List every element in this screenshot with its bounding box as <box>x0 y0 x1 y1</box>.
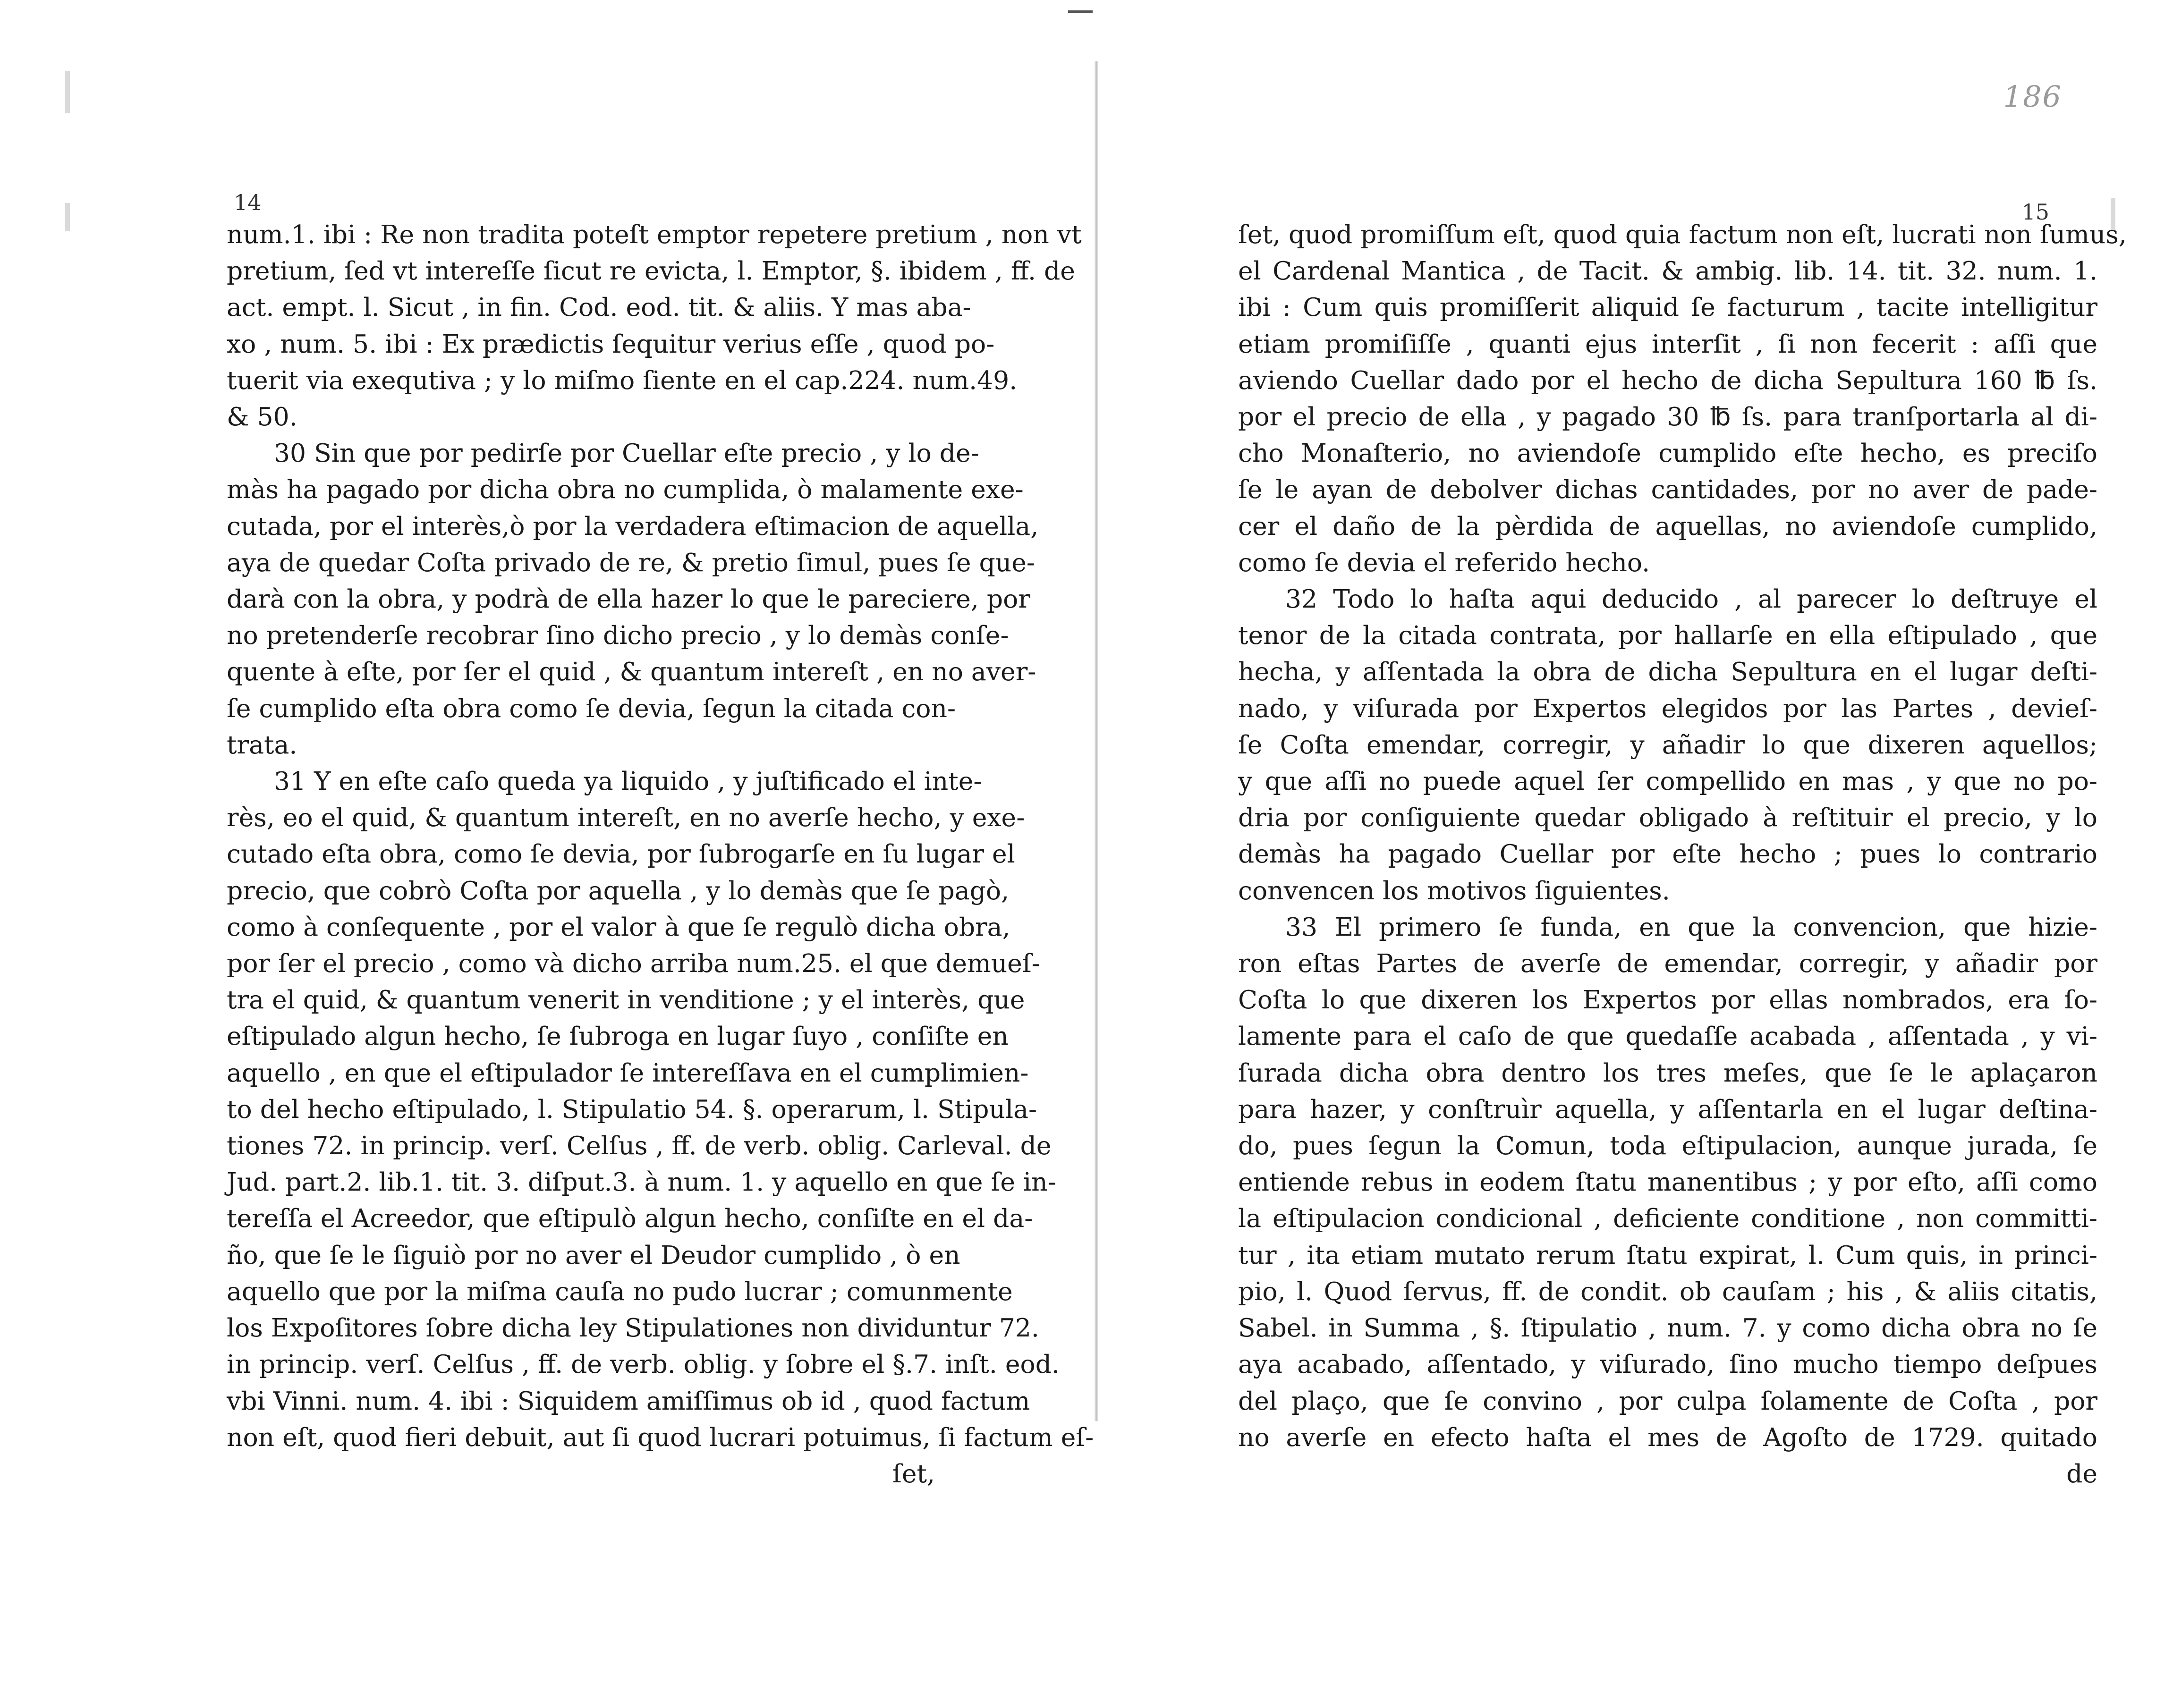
text-line: de <box>2066 1458 2097 1488</box>
text-line: to del hecho eſtipulado, l. Stipulatio 54. §. operarum, l. Stipula- <box>227 1094 1037 1124</box>
text-line: ſe Coſta emendar, corregir, y añadir lo que dixeren aquellos; <box>1238 729 2097 760</box>
text-line: num.1. ibi : Re non tradita poteſt emptor repetere pretium , non vt <box>227 220 1082 249</box>
text-line: rès, eo el quid, & quantum intereſt, en no averſe hecho, y exe- <box>227 803 1025 833</box>
text-line: ron eſtas Partes de averſe de emendar, corregir, y añadir por <box>1238 948 2097 979</box>
text-line: del plaço, que ſe convino , por culpa ſolamente de Coſta , por <box>1238 1386 2097 1416</box>
text-line: tereſſa el Acreedor, que eſtipulò algun hecho, conſiſte en el da- <box>227 1203 1033 1234</box>
text-line: cutada, por el interès,ò por la verdadera eſtimacion de aquella, <box>227 511 1039 541</box>
text-line: lamente para el caſo de que quedaſſe acabada , aſſentada , y vi- <box>1238 1021 2097 1051</box>
text-line: etiam promiſiſſe , quanti ejus interſit , ſi non fecerit : aſſi que <box>1238 329 2097 359</box>
text-line: in princip. verſ. Celſus , ff. de verb. oblig. y ſobre el §.7. inſt. eod. <box>227 1349 1060 1379</box>
text-line: tenor de la citada contrata, por hallarſe en ella eſtipulado , que <box>1238 620 2097 651</box>
text-line: aya acabado, aſſentado, y viſurado, ſino mucho tiempo deſpues <box>1238 1349 2097 1379</box>
text-line: por el precio de ella , y pagado 30 ℔ ſs. para tranſportarla al di- <box>1238 402 2097 432</box>
text-line: aquello que por la miſma cauſa no pudo lucrar ; comunmente <box>227 1276 1013 1306</box>
text-line: como à conſequente , por el valor à que ſe regulò dicha obra, <box>227 912 1010 942</box>
text-line: tuerit via exequtiva ; y lo miſmo ſiente en el cap.224. num.49. <box>227 365 1018 395</box>
text-line: do, pues ſegun la Comun, toda eſtipulacion, aunque jurada, ſe <box>1238 1131 2097 1161</box>
text-line: nado, y viſurada por Expertos elegidos por las Partes , devieſ- <box>1238 693 2097 723</box>
text-line: tiones 72. in princip. verſ. Celſus , ff. de verb. oblig. Carleval. de <box>227 1131 1052 1161</box>
handwritten-folio-number: 186 <box>2003 79 2062 114</box>
text-line: demàs ha pagado Cuellar por eſte hecho ; pues lo contrario <box>1238 839 2097 869</box>
right-page-text <box>1238 216 2127 1492</box>
text-line: cho Monaſterio, no aviendoſe cumplido eſte hecho, es preciſo <box>1238 438 2097 468</box>
text-line: ibi : Cum quis promiſſerit aliquid ſe facturum , tacite intelligitur <box>1238 292 2097 322</box>
text-line: no averſe en efecto haſta el mes de Agoſto de 1729. quitado <box>1238 1422 2097 1452</box>
text-line: ño, que ſe le ſiguiò por no aver el Deudor cumplido , ò en <box>227 1240 960 1270</box>
text-line: la eſtipulacion condicional , deficiente conditione , non committi- <box>1238 1203 2097 1234</box>
text-line: por ſer el precio , como và dicho arriba num.25. el que demueſ- <box>227 948 1040 979</box>
text-line: trata. <box>227 729 297 760</box>
text-line: precio, que cobrò Coſta por aquella , y lo demàs que ſe pagò, <box>227 875 1010 905</box>
text-line: ſe cumplido eſta obra como ſe devia, ſegun la citada con- <box>227 693 956 723</box>
text-line: no pretenderſe recobrar ſino dicho precio , y lo demàs conſe- <box>227 620 1009 651</box>
text-line: tra el quid, & quantum venerit in venditione ; y el interès, que <box>227 985 1025 1015</box>
text-line: ſe le ayan de debolver dichas cantidades, por no aver de pade- <box>1238 474 2097 505</box>
text-line: como ſe devia el referido hecho. <box>1238 547 1650 577</box>
text-line: aquello , en que el eſtipulador ſe intereſſava en el cumplimien- <box>227 1057 1029 1088</box>
text-line: 30 Sin que por pedirſe por Cuellar eſte precio , y lo de- <box>274 438 979 468</box>
text-line: Coſta lo que dixeren los Expertos por ellas nombrados, era ſo- <box>1238 985 2097 1015</box>
text-line: el Cardenal Mantica , de Tacit. & ambig. lib. 14. tit. 32. num. 1. <box>1238 256 2097 286</box>
left-page-text <box>227 216 1094 1492</box>
text-line: entiende rebus in eodem ſtatu manentibus ; y por eſto, aſſi como <box>1238 1167 2097 1197</box>
text-line: 31 Y en eſte caſo queda ya liquido , y juſtificado el inte- <box>274 766 982 796</box>
text-line: xo , num. 5. ibi : Ex prædictis ſequitur verius eſſe , quod po- <box>227 329 995 359</box>
text-line: aviendo Cuellar dado por el hecho de dicha Sepultura 160 ℔ ſs. <box>1238 365 2097 395</box>
text-line: act. empt. l. Sicut , in fin. Cod. eod. tit. & aliis. Y mas aba- <box>227 292 971 322</box>
text-line: pio, l. Quod ſervus, ff. de condit. ob cauſam ; his , & aliis citatis, <box>1238 1276 2097 1306</box>
text-line: convencen los motivos ſiguientes. <box>1238 875 1670 905</box>
text-line: Jud. part.2. lib.1. tit. 3. diſput.3. à num. 1. y aquello en que ſe in- <box>227 1167 1056 1197</box>
text-line: Sabel. in Summa , §. ſtipulatio , num. 7. y como dicha obra no ſe <box>1238 1313 2097 1343</box>
text-line: & 50. <box>227 402 297 432</box>
text-line: quente à eſte, por ſer el quid , & quantum intereſt , en no aver- <box>227 657 1036 687</box>
text-line: pretium, ſed vt intereſſe ſicut re evicta, l. Emptor, §. ibidem , ff. de <box>227 256 1075 286</box>
text-line: eſtipulado algun hecho, ſe ſubroga en lugar ſuyo , conſiſte en <box>227 1021 1009 1051</box>
text-line: dria por conſiguiente quedar obligado à reſtituir el precio, y lo <box>1238 803 2097 833</box>
text-line: non eſt, quod fieri debuit, aut ſi quod lucrari potuimus, ſi factum eſ- <box>227 1422 1094 1452</box>
text-line: ſet, quod promiſſum eſt, quod quia factum non eſt, lucrati non ſumus, <box>1238 220 2127 249</box>
text-line: para hazer, y conſtruìr aquella, y aſſentarla en el lugar deſtina- <box>1238 1094 2097 1124</box>
text-line: y que aſſi no puede aquel ſer compellido en mas , y que no po- <box>1238 766 2097 796</box>
text-line: hecha, y aſſentada la obra de dicha Sepultura en el lugar deſti- <box>1238 657 2097 687</box>
page-number-left: 14 <box>234 190 262 215</box>
text-line: aya de quedar Coſta privado de re, & pretio ſimul, pues ſe que- <box>227 547 1035 577</box>
text-line: los Expoſitores ſobre dicha ley Stipulationes non dividuntur 72. <box>227 1313 1039 1343</box>
text-line: tur , ita etiam mutato rerum ſtatu expirat, l. Cum quis, in princi- <box>1238 1240 2097 1270</box>
text-line: màs ha pagado por dicha obra no cumplida, ò malamente exe- <box>227 474 1024 505</box>
text-line: 33 El primero ſe funda, en que la convencion, que hizie- <box>1285 912 2097 942</box>
text-line: 32 Todo lo haſta aqui deducido , al parecer lo deſtruye el <box>1285 584 2097 614</box>
text-line: ſet, <box>892 1458 935 1488</box>
text-line: cutado eſta obra, como ſe devia, por ſubrogarſe en ſu lugar el <box>227 839 1015 869</box>
right-page <box>1100 0 2173 1708</box>
text-line: vbi Vinni. num. 4. ibi : Siquidem amiſſimus ob id , quod factum <box>227 1386 1030 1416</box>
page-number-right: 15 <box>2021 199 2049 225</box>
text-line: ſurada dicha obra dentro los tres meſes, que ſe le aplaçaron <box>1238 1057 2097 1088</box>
text-line: darà con la obra, y podrà de ella hazer lo que le pareciere, por <box>227 584 1030 614</box>
text-line: cer el daño de la pèrdida de aquellas, no aviendoſe cumplido, <box>1238 511 2097 541</box>
page-gutter <box>1095 61 1098 1421</box>
